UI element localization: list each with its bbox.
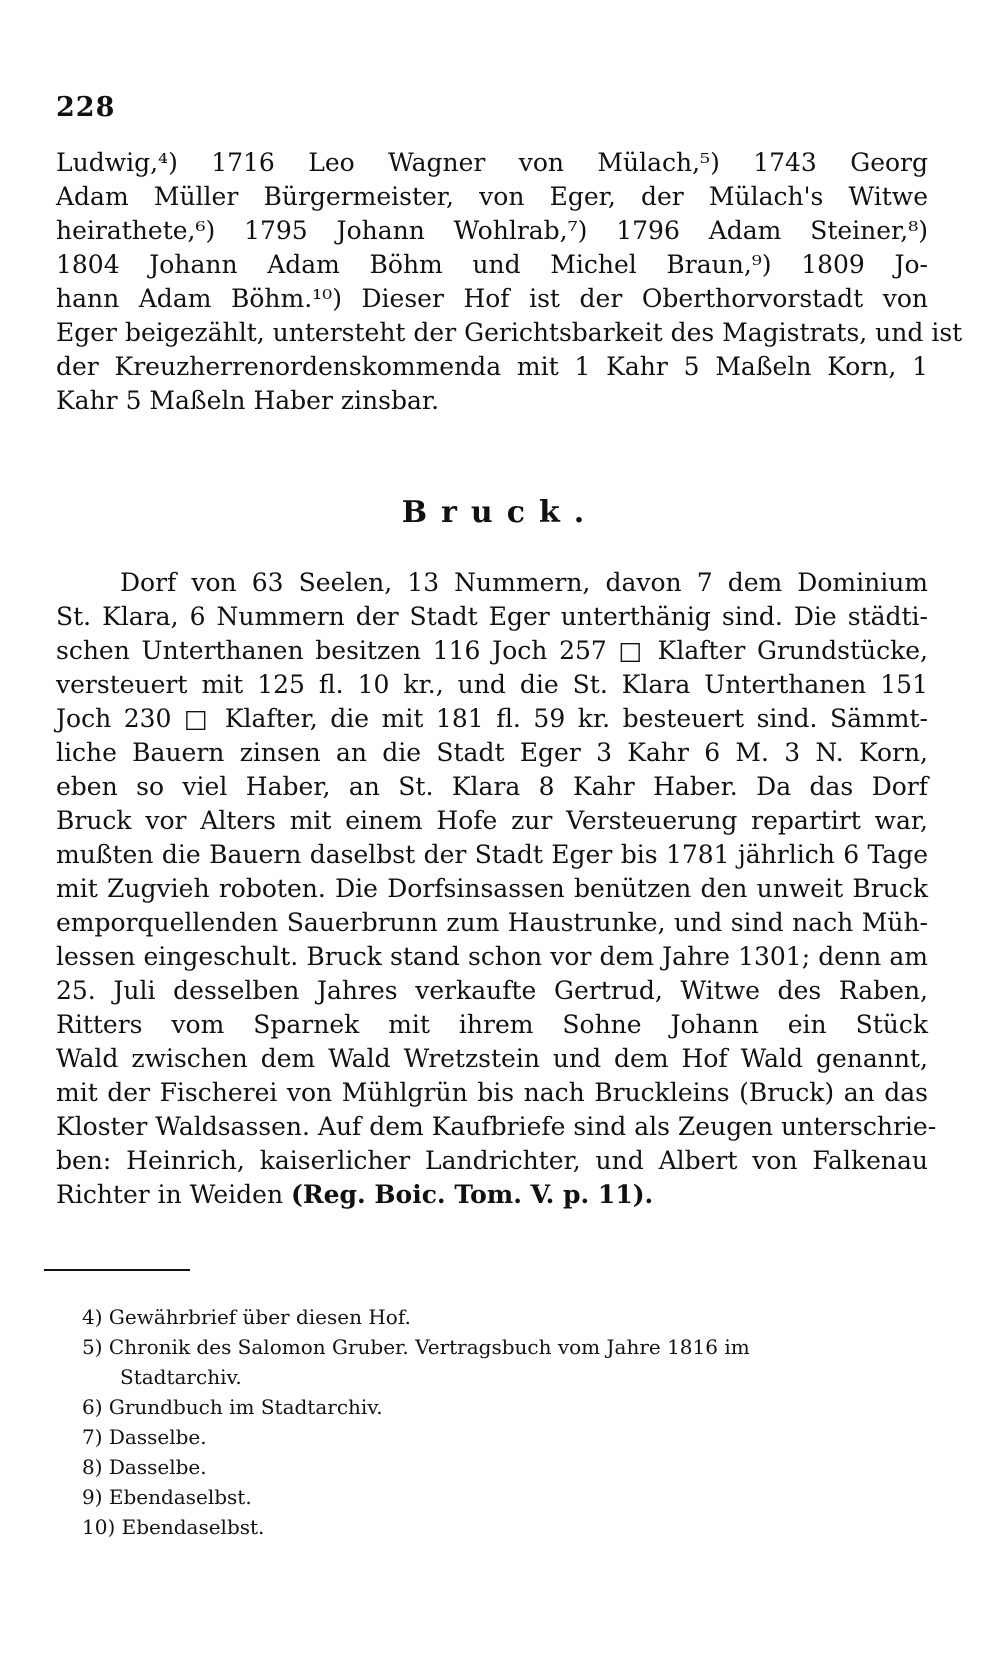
footnote: 7) Dasselbe. xyxy=(82,1425,207,1449)
paragraph-line: versteuert mit 125 fl. 10 kr., und die St. Klara Unterthanen 151 xyxy=(56,670,928,699)
footnote-divider xyxy=(44,1269,190,1271)
paragraph-line: hann Adam Böhm.¹⁰) Dieser Hof ist der Oberthorvorstadt von xyxy=(56,284,928,313)
paragraph-line: mit der Fischerei von Mühlgrün bis nach Bruckleins (Bruck) an das xyxy=(56,1078,928,1107)
paragraph-line: Dorf von 63 Seelen, 13 Nummern, davon 7 dem Dominium xyxy=(120,568,928,597)
paragraph-line: liche Bauern zinsen an die Stadt Eger 3 Kahr 6 M. 3 N. Korn, xyxy=(56,738,928,767)
paragraph-line: heirathete,⁶) 1795 Johann Wohlrab,⁷) 1796 Adam Steiner,⁸) xyxy=(56,216,928,245)
paragraph-line: 25. Juli desselben Jahres verkaufte Gertrud, Witwe des Raben, xyxy=(56,976,928,1005)
paragraph-line: Adam Müller Bürgermeister, von Eger, der Mülach's Witwe xyxy=(56,182,928,211)
footnote: 6) Grundbuch im Stadtarchiv. xyxy=(82,1395,383,1419)
paragraph-last-line xyxy=(56,1178,928,1212)
paragraph-line: eben so viel Haber, an St. Klara 8 Kahr Haber. Da das Dorf xyxy=(56,772,928,801)
citation-reference: (Reg. Boic. Tom. V. p. 11). xyxy=(291,1180,654,1209)
paragraph-line: 1804 Johann Adam Böhm und Michel Braun,⁹) 1809 Jo- xyxy=(56,250,928,279)
footnote: 4) Gewährbrief über diesen Hof. xyxy=(82,1305,411,1329)
paragraph-line: Kloster Waldsassen. Auf dem Kaufbriefe sind als Zeugen unterschrie- xyxy=(56,1112,937,1141)
last-line-text: Richter in Weiden xyxy=(56,1180,291,1209)
paragraph-line: Eger beigezählt, untersteht der Gerichtsbarkeit des Magistrats, und ist xyxy=(56,318,963,347)
footnote: 9) Ebendaselbst. xyxy=(82,1485,252,1509)
footnote: 10) Ebendaselbst. xyxy=(82,1515,265,1539)
page-number: 228 xyxy=(56,92,116,123)
footnotes xyxy=(82,1302,922,1542)
footnote: 5) Chronik des Salomon Gruber. Vertragsbuch vom Jahre 1816 im xyxy=(82,1335,750,1359)
section-heading: Bruck. xyxy=(401,495,599,530)
paragraph-line: schen Unterthanen besitzen 116 Joch 257 □ Klafter Grundstücke, xyxy=(56,636,928,665)
paragraph-line: Joch 230 □ Klafter, die mit 181 fl. 59 kr. besteuert sind. Sämmt- xyxy=(56,704,928,733)
paragraph-line: emporquellenden Sauerbrunn zum Haustrunke, und sind nach Müh- xyxy=(56,908,928,937)
paragraph-line: Bruck vor Alters mit einem Hofe zur Versteuerung repartirt war, xyxy=(56,806,928,835)
footnote-continuation: Stadtarchiv. xyxy=(120,1365,242,1389)
paragraph-line: mußten die Bauern daselbst der Stadt Eger bis 1781 jährlich 6 Tage xyxy=(56,840,928,869)
paragraph-line: Wald zwischen dem Wald Wretzstein und dem Hof Wald genannt, xyxy=(56,1044,928,1073)
top-paragraph xyxy=(56,146,963,418)
footnote: 8) Dasselbe. xyxy=(82,1455,207,1479)
paragraph-line: ben: Heinrich, kaiserlicher Landrichter, und Albert von Falkenau xyxy=(56,1146,928,1175)
paragraph-line: Kahr 5 Maßeln Haber zinsbar. xyxy=(56,386,440,415)
main-paragraph xyxy=(56,566,937,1212)
paragraph-line: lessen eingeschult. Bruck stand schon vor dem Jahre 1301; denn am xyxy=(56,942,928,971)
paragraph-line: Ritters vom Sparnek mit ihrem Sohne Johann ein Stück xyxy=(56,1010,928,1039)
paragraph-line: St. Klara, 6 Nummern der Stadt Eger unterthänig sind. Die städti- xyxy=(56,602,928,631)
paragraph-line: Ludwig,⁴) 1716 Leo Wagner von Mülach,⁵) 1743 Georg xyxy=(56,148,928,177)
paragraph-line: mit Zugvieh roboten. Die Dorfsinsassen benützen den unweit Bruck xyxy=(56,874,928,903)
paragraph-line: der Kreuzherrenordenskommenda mit 1 Kahr 5 Maßeln Korn, 1 xyxy=(56,352,928,381)
